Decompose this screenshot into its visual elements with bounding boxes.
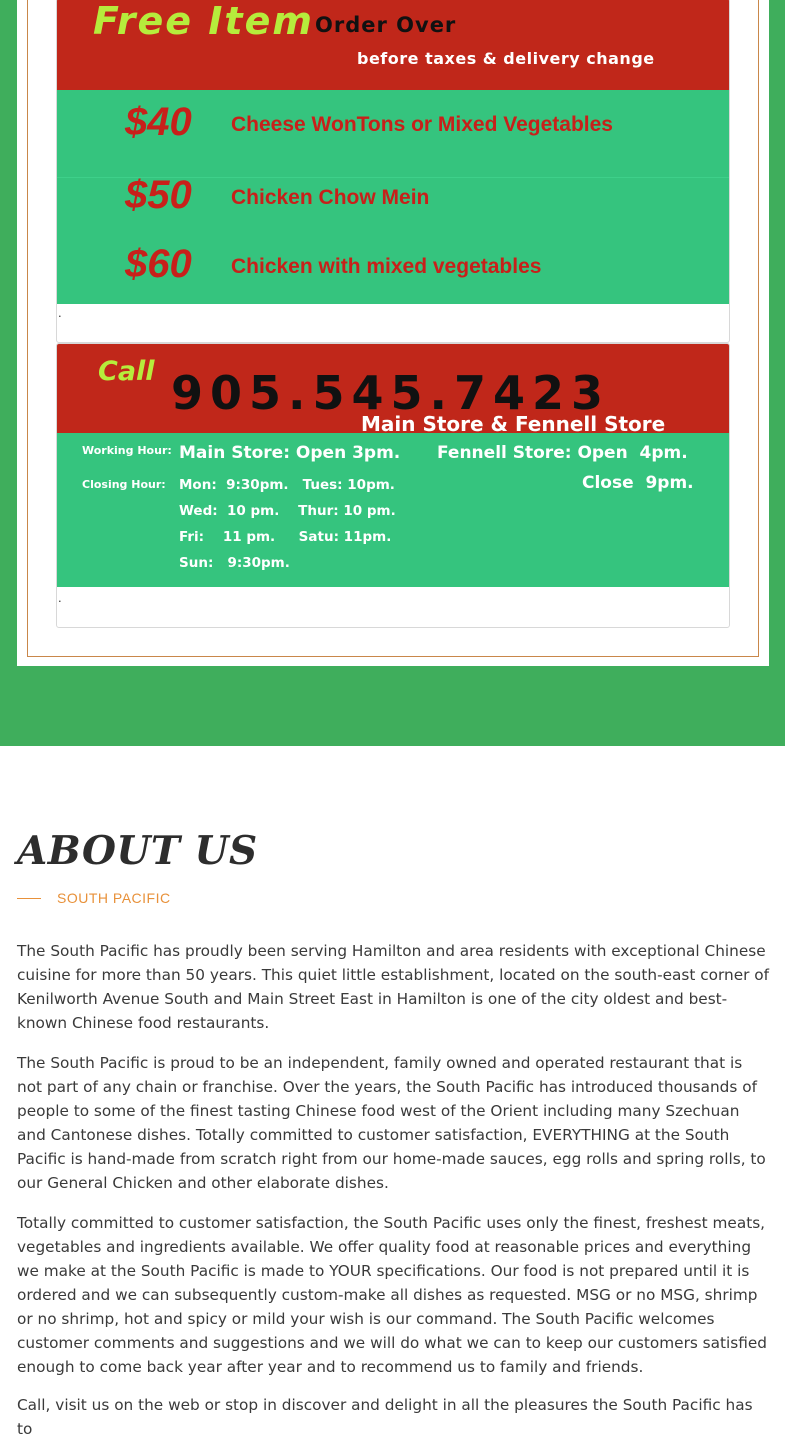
order-over-text: Order Over [315,13,457,37]
working-hour-label: Working Hour: [82,444,172,457]
about-paragraph: The South Pacific has proudly been serving Hamilton and area residents with exceptional Chinese cuisine for more than 50 years. This quiet little establishment, located on the south-east corner of Kenilworth Avenue South and Main Street East in Hamilton is one of the city oldest and best-known Chinese food restaurants. [17,942,770,1032]
about-paragraph: The South Pacific is proud to be an independent, family owned and operated restaurant that is not part of any chain or franchise. Over the years, the South Pacific has introduced thousands of people to some of the finest tasting Chinese food west of the Orient including many Szechuan and Cantonese dishes. Totally committed to customer satisfaction, EVERYTHING at the South Pacific is hand-made from scratch right from our home-made sauces, egg rolls and spring rolls, to our General Chicken and other elaborate dishes. [17,1054,766,1192]
about-paragraph: Totally committed to customer satisfaction, the South Pacific uses only the finest, freshest meats, vegetables and ingredients available. We offer quality food at reasonable prices and everything we make at the South Pacific is made to YOUR specifications. Our food is not prepared until it is ordered and we can subsequently custom-make all dishes as requested. MSG or no MSG, shrimp or no shrimp, hot and spicy or mild your wish is our command. The South Pacific welcomes customer comments and suggestions and we will do what we can to keep our customers satisfied enough to come back year after year and to recommend us to family and friends. [17,1214,768,1376]
offer-item: Chicken with mixed vegetables [231,255,542,278]
about-paragraph: Call, visit us on the web or stop in discover and delight in all the pleasures the South Pacific has to [17,1396,753,1438]
offer-item: Cheese WonTons or Mixed Vegetables [231,113,613,136]
free-item-promo-card [56,0,730,343]
before-taxes-note: before taxes & delivery change [357,49,655,68]
contact-hours-card [56,343,730,628]
offer-price: $50 [125,173,192,217]
main-store-open: Main Store: Open 3pm. [179,443,401,463]
store-names: Main Store & Fennell Store [361,412,666,436]
fennell-close-time: Close 9pm. [582,473,694,493]
offer-price: $40 [125,100,192,144]
image-caption: . [58,590,62,605]
free-item-heading: Free Item [93,0,314,43]
closing-hours-line: Sun: 9:30pm. [179,555,290,571]
image-caption: . [58,305,62,320]
closing-hours-line: Mon: 9:30pm. Tues: 10pm. [179,477,395,493]
closing-hour-label: Closing Hour: [82,478,166,491]
about-subtitle: SOUTH PACIFIC [57,890,171,906]
offer-price: $60 [125,242,192,286]
phone-number: 905.545.7423 [171,366,611,420]
fennell-store-open: Fennell Store: Open 4pm. [437,443,688,463]
about-heading: ABOUT US [17,828,258,874]
offer-item: Chicken Chow Mein [231,186,430,209]
closing-hours-line: Fri: 11 pm. Satu: 11pm. [179,529,392,545]
call-label: Call [98,356,155,387]
subtitle-rule [17,898,41,899]
closing-hours-line: Wed: 10 pm. Thur: 10 pm. [179,503,396,519]
